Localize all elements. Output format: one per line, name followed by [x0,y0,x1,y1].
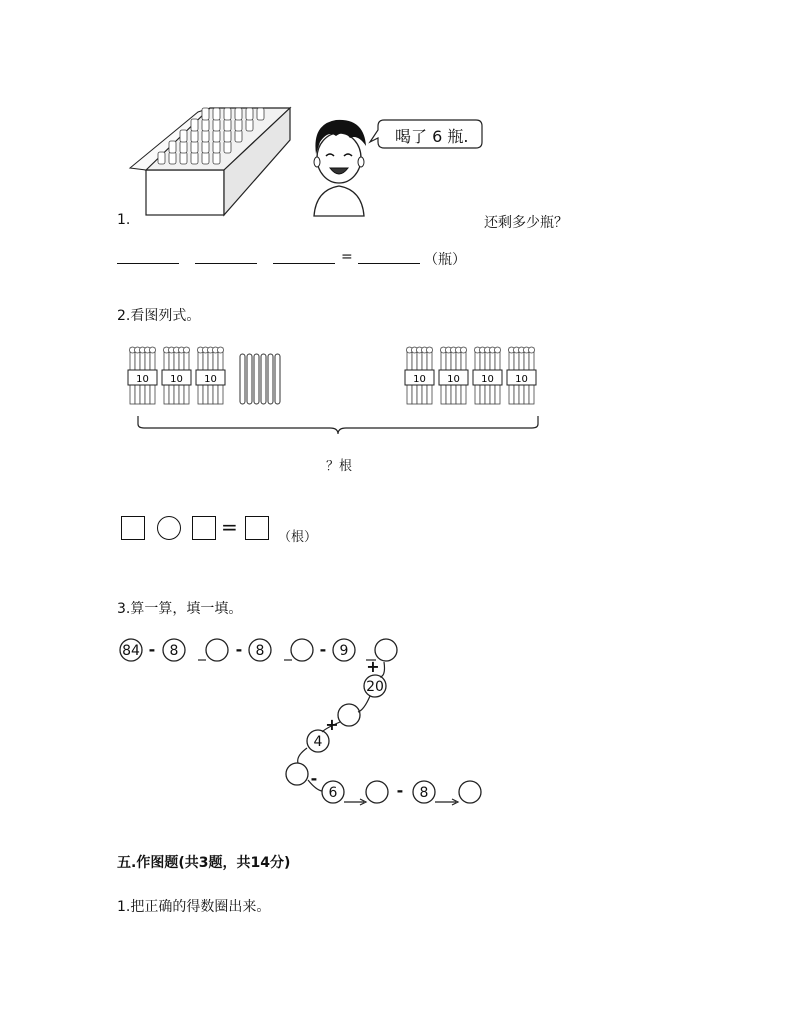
bundle-label: 10 [413,374,426,385]
bottle [180,141,187,153]
equation-box-1[interactable] [121,516,145,540]
bottle [235,130,242,142]
bottle [191,130,198,142]
answer-blank-4[interactable] [358,263,420,264]
loose-stick [268,354,273,404]
answer-blank-2[interactable] [195,263,257,264]
bottle [235,119,242,131]
problem1-question: 还剩多少瓶？ [484,215,568,231]
bottle [213,152,220,164]
equation-box-3[interactable] [245,516,269,540]
bundle-label: 10 [481,374,494,385]
start-number: 84 [122,643,140,659]
unit-label: （瓶） [424,252,466,268]
bundle-label: 10 [136,374,149,385]
bottle [158,152,165,164]
left-bundle-group [128,347,225,404]
bottle [257,108,264,120]
bottle [202,130,209,142]
loose-stick [247,354,252,404]
minus-op-4: - [310,769,318,788]
bottle [191,152,198,164]
ten-stick-bundle [196,347,225,404]
stick-top [461,347,467,353]
loose-stick [275,354,280,404]
right-bundle-group [405,347,536,404]
speech-text: 喝了 6 瓶. [395,127,469,146]
blank-circle [338,704,360,726]
section5-heading: 五.作图题(共3题，共14分) [117,855,291,871]
problem1-number: 1. [117,212,131,228]
bundle-label: 10 [515,374,528,385]
plus-op-2: + [325,715,339,734]
bottle [213,119,220,131]
minus-op-1: - [148,640,156,659]
loose-stick [254,354,259,404]
bottle [180,152,187,164]
stick-top [495,347,501,353]
blank-circle [291,639,313,661]
bottle [224,108,231,120]
boy-illustration [306,112,372,220]
bottle [246,119,253,131]
bottle [213,130,220,142]
blank-circle [459,781,481,803]
blank-circle [366,781,388,803]
ten-stick-bundle [128,347,157,404]
bottle [180,130,187,142]
answer-blank-3[interactable] [273,263,335,264]
number-9: 9 [339,643,349,659]
stick-top [184,347,190,353]
number-8c: 8 [419,785,429,801]
bundle-label: 10 [447,374,460,385]
minus-op-3: - [319,640,327,659]
bottle [224,119,231,131]
blank-circle [286,763,308,785]
bottle [169,141,176,153]
stick-top [529,347,535,353]
stick-top [427,347,433,353]
number-20: 20 [366,679,384,695]
bottle [235,108,242,120]
answer-blank-1[interactable] [117,263,179,264]
equation-equals: = [221,515,238,539]
brace [138,416,538,434]
blank-circle [206,639,228,661]
minus-op-5: - [396,781,404,800]
bottle [202,152,209,164]
bottle [202,119,209,131]
ten-stick-bundle [473,347,502,404]
number-8a: 8 [169,643,179,659]
ten-stick-bundle [507,347,536,404]
equals-sign: = [341,249,353,265]
stick-top [150,347,156,353]
bottle [169,152,176,164]
ten-stick-bundle [439,347,468,404]
problem2-title: 2.看图列式。 [117,308,201,324]
bottle [213,141,220,153]
bottle [191,141,198,153]
bottle-box-illustration [128,100,298,220]
bottle [213,108,220,120]
bottle [224,141,231,153]
calc-chain [112,632,492,812]
brace-label: ？根 [326,459,353,474]
operator-circle[interactable] [157,516,181,540]
stick-top [218,347,224,353]
bottle [191,119,198,131]
bundle-label: 10 [204,374,217,385]
problem3-title: 3.算一算，填一填。 [117,601,243,617]
number-4: 4 [313,734,323,750]
minus-op-2: - [235,640,243,659]
bundle-label: 10 [170,374,183,385]
equation-box-2[interactable] [192,516,216,540]
bottle [202,141,209,153]
ten-stick-bundle [405,347,434,404]
loose-stick [261,354,266,404]
ten-stick-bundle [162,347,191,404]
plus-op-1: + [366,657,380,676]
equation-unit: （根） [278,530,318,545]
loose-sticks-group [240,354,280,404]
number-6: 6 [328,785,338,801]
bottle [202,108,209,120]
bottle [224,130,231,142]
bottle [246,108,253,120]
loose-stick [240,354,245,404]
number-8b: 8 [255,643,265,659]
section5-item1: 1.把正确的得数圈出来。 [117,899,271,915]
